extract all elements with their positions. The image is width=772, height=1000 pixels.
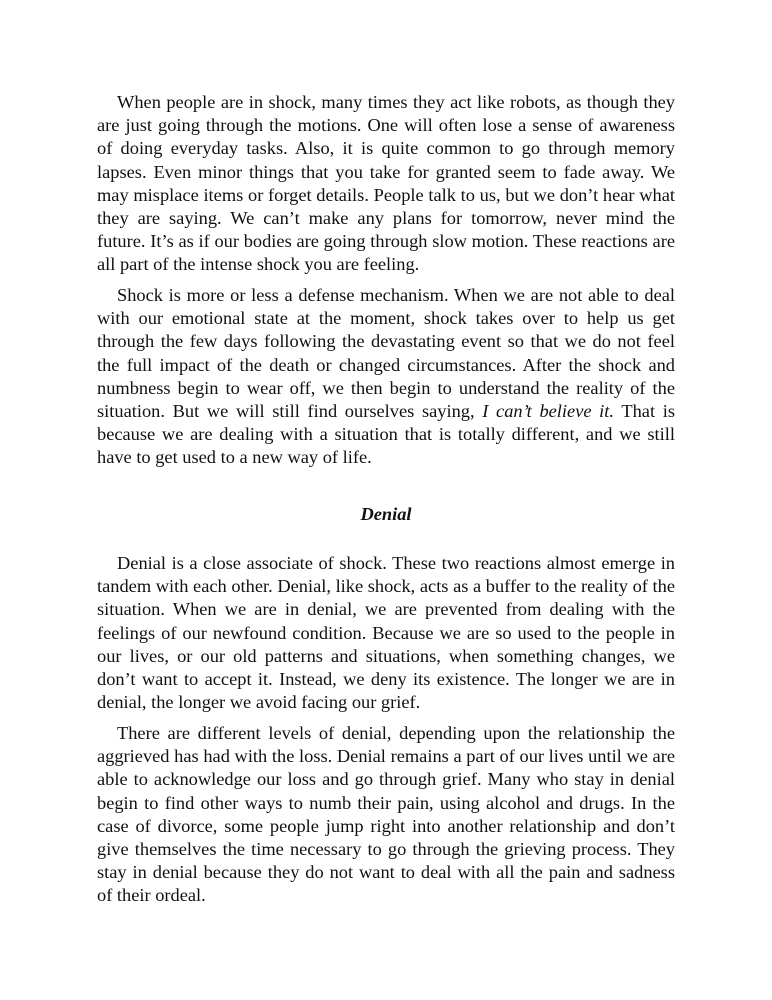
paragraph-text-continued: That is because we are dealing with a situation that is totally different, and we still have to get used to a new way of life. [97, 401, 675, 468]
paragraph-denial-intro [97, 552, 675, 714]
section-heading-denial: Denial [360, 504, 412, 524]
paragraph-text: There are different levels of denial, depending upon the relationship the aggrieved has had with the loss. Denial remains a part of our lives until we are able to acknowledge our loss and go through grief. Many who stay in denial begin to find other ways to numb their pain, using alcohol and drugs. In the case of divorce, some people jump right into another relationship and don’t give themselves the time necessary to go through the grieving process. They stay in denial because they do not want to deal with all the pain and sadness of their ordeal. [97, 723, 675, 906]
paragraph-denial-levels [97, 722, 675, 908]
paragraph-shock-reactions [97, 91, 675, 277]
paragraph-text: Denial is a close associate of shock. These two reactions almost emerge in tandem with each other. Denial, like shock, acts as a buffer to the reality of the situation. When we are in denial, we are prevented from dealing with the feelings of our newfound condition. Because we are so used to the people in our lives, or our old patterns and situations, when something changes, we don’t want to accept it. Instead, we deny its existence. The longer we are in denial, the longer we avoid facing our grief. [97, 553, 675, 713]
italic-quote: I can’t believe it. [482, 401, 615, 422]
paragraph-text: Shock is more or less a defense mechanism. When we are not able to deal with our emotional state at the moment, shock takes over to help us get through the few days following the devastating event so that we do not feel the full impact of the death or changed circumstances. After the shock and numbness begin to wear off, we then begin to understand the reality of the situation. But we will still find ourselves saying, [97, 285, 675, 422]
paragraph-text: When people are in shock, many times they act like robots, as though they are just going through the motions. One will often lose a sense of awareness of doing everyday tasks. Also, it is quite common to go through memory lapses. Even minor things that you take for granted seem to fade away. We may misplace items or forget details. People talk to us, but we don’t hear what they are saying. We can’t make any plans for tomorrow, never mind the future. It’s as if our bodies are going through slow motion. These reactions are all part of the intense shock you are feeling. [97, 92, 675, 275]
paragraph-shock-defense [97, 284, 675, 470]
